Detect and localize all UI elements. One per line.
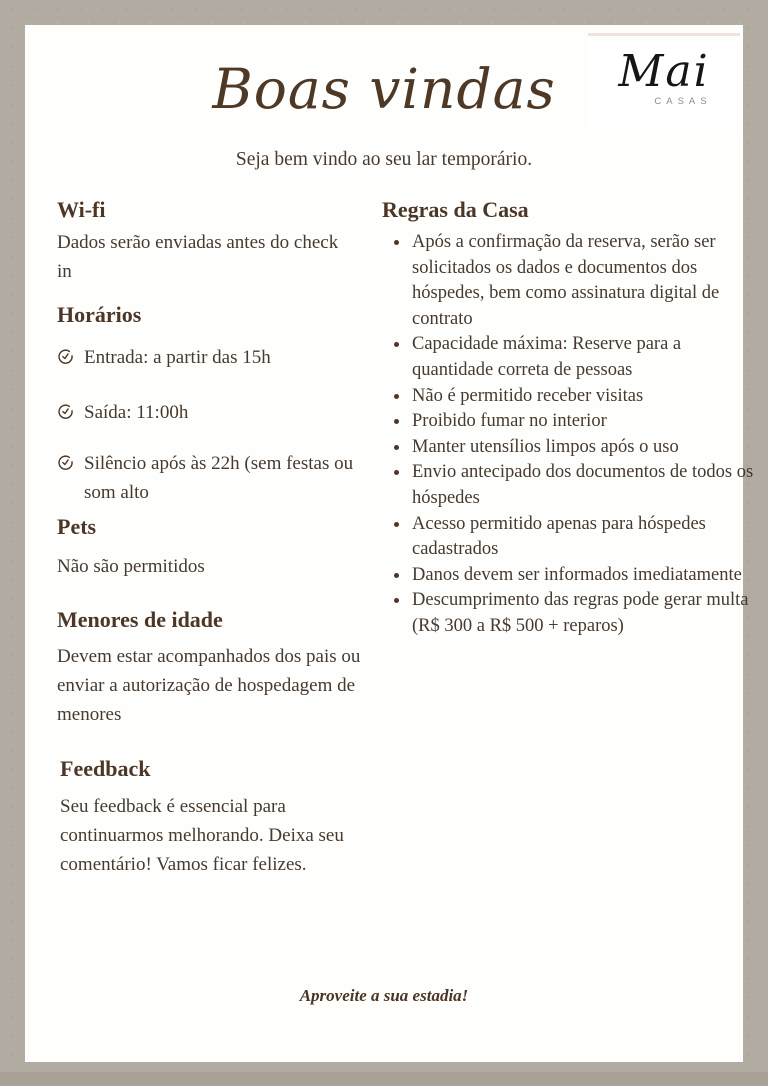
brand-logo	[588, 33, 740, 133]
section-pets-body: Não são permitidos	[57, 556, 205, 577]
clock-check-icon	[57, 454, 74, 471]
clock-check-icon	[57, 348, 74, 365]
section-feedback-body: Seu feedback é essencial para continuarmos melhorando. Deixa seu comentário! Vamos ficar felizes.	[60, 796, 344, 875]
section-rules-heading: Regras da Casa	[382, 197, 529, 222]
horario-text: Silêncio após às 22h (sem festas ou som alto	[84, 453, 354, 503]
section-horarios-heading: Horários	[57, 302, 142, 327]
section-pets-heading: Pets	[57, 514, 97, 539]
footer-message: Aproveite a sua estadia!	[299, 986, 469, 1005]
section-menores-body: Devem estar acompanhados dos pais ou enviar a autorização de hospedagem de menores	[57, 646, 361, 725]
rules-list	[382, 230, 754, 640]
welcome-page	[25, 25, 754, 1062]
rule-item: Descumprimento das regras pode gerar multa (R$ 300 a R$ 500 + reparos)	[412, 588, 754, 639]
horario-text: Saída: 11:00h	[84, 402, 189, 423]
rule-item: Acesso permitido apenas para hóspedes cadastrados	[412, 512, 754, 563]
section-feedback-heading: Feedback	[60, 756, 151, 781]
horario-item-silencio	[57, 449, 357, 507]
rule-item: Manter utensílios limpos após o uso	[412, 435, 754, 461]
logo-name: Mai	[618, 46, 710, 97]
frame-bottom-edge	[0, 1072, 768, 1086]
rule-item: Após a confirmação da reserva, serão ser solicitados os dados e documentos dos hóspedes, bem como assinatura digital de contrato	[412, 230, 754, 332]
page-subtitle: Seja bem vindo ao seu lar temporário.	[235, 149, 533, 170]
rule-item: Não é permitido receber visitas	[412, 384, 754, 410]
horario-text: Entrada: a partir das 15h	[84, 347, 271, 368]
section-menores-heading: Menores de idade	[57, 607, 223, 632]
rule-item: Capacidade máxima: Reserve para a quantidade correta de pessoas	[412, 332, 754, 383]
horario-item-saida	[57, 398, 375, 427]
page-title: Boas vindas	[212, 57, 556, 121]
rule-item: Proibido fumar no interior	[412, 409, 754, 435]
rule-item: Danos devem ser informados imediatamente	[412, 563, 754, 589]
logo-tagline: CASAS	[654, 96, 712, 107]
section-wifi-body: Dados serão enviadas antes do check in	[57, 232, 339, 282]
rule-item: Envio antecipado dos documentos de todos os hóspedes	[412, 460, 754, 511]
horario-item-entrada	[57, 343, 375, 372]
section-wifi-heading: Wi-fi	[57, 197, 106, 222]
clock-check-icon	[57, 403, 74, 420]
